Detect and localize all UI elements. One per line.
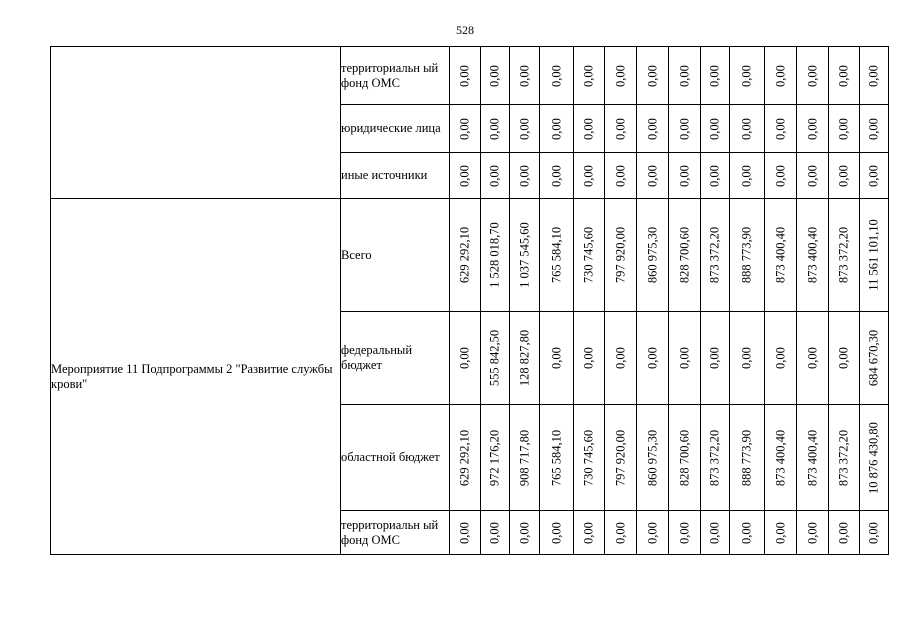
- value-text: 888 773,90: [739, 226, 754, 284]
- value-cell: [860, 405, 889, 511]
- value-cell: [510, 153, 540, 199]
- table-row: [51, 199, 889, 312]
- value-cell: [765, 405, 797, 511]
- value-text: 0,00: [707, 347, 722, 369]
- value-cell: [829, 105, 860, 153]
- value-text: 10 876 430,80: [866, 421, 881, 494]
- value-text: 873 400,40: [773, 429, 787, 486]
- value-text: 873 400,40: [805, 429, 819, 486]
- value-text: 765 584,10: [549, 429, 563, 486]
- funding-source-cell: территориальн ый фонд ОМС: [341, 511, 450, 555]
- value-cell: [829, 153, 860, 199]
- value-text: 0,00: [613, 347, 627, 369]
- value-text: 0,00: [707, 164, 722, 187]
- value-text: 0,00: [739, 164, 754, 187]
- value-text: 908 717,80: [517, 429, 531, 486]
- value-text: 0,00: [581, 164, 596, 187]
- value-text: 828 700,60: [677, 226, 691, 284]
- funding-source-cell: территориальн ый фонд ОМС: [341, 47, 450, 105]
- funding-source-cell: иные источники: [341, 153, 450, 199]
- value-cell: [637, 153, 669, 199]
- value-cell: [829, 511, 860, 555]
- value-text: 0,00: [866, 64, 881, 87]
- value-text: 555 842,50: [487, 329, 502, 387]
- value-cell: [510, 511, 540, 555]
- value-cell: [765, 47, 797, 105]
- value-text: 765 584,10: [549, 226, 563, 284]
- value-cell: [450, 312, 481, 405]
- value-cell: [860, 153, 889, 199]
- value-cell: [510, 312, 540, 405]
- value-cell: [669, 312, 701, 405]
- value-cell: [669, 153, 701, 199]
- value-cell: [829, 199, 860, 312]
- value-text: 0,00: [677, 64, 691, 87]
- value-cell: [701, 405, 730, 511]
- value-cell: [450, 47, 481, 105]
- value-text: 873 372,20: [707, 226, 722, 284]
- value-cell: [574, 153, 605, 199]
- value-text: 0,00: [866, 117, 881, 140]
- value-text: 873 372,20: [836, 226, 851, 284]
- value-cell: [730, 47, 765, 105]
- value-text: 0,00: [836, 164, 851, 187]
- value-cell: [574, 105, 605, 153]
- value-text: 873 400,40: [805, 226, 819, 284]
- value-text: 873 400,40: [773, 226, 787, 284]
- value-cell: [605, 511, 637, 555]
- value-cell: [765, 511, 797, 555]
- value-text: 0,00: [707, 521, 722, 544]
- value-cell: [481, 199, 510, 312]
- value-text: 0,00: [677, 347, 691, 369]
- value-text: 860 975,30: [645, 226, 659, 284]
- page-number: 528: [456, 23, 474, 37]
- value-cell: [860, 105, 889, 153]
- value-text: 730 745,60: [581, 429, 596, 486]
- value-cell: [701, 199, 730, 312]
- value-cell: [765, 105, 797, 153]
- value-text: 0,00: [457, 347, 472, 369]
- value-text: 0,00: [613, 521, 627, 544]
- value-text: 0,00: [805, 64, 819, 87]
- value-text: 0,00: [805, 117, 819, 140]
- value-cell: [540, 153, 574, 199]
- value-text: 0,00: [487, 64, 502, 87]
- value-text: 0,00: [549, 117, 563, 140]
- value-text: 972 176,20: [487, 429, 502, 486]
- value-text: 0,00: [487, 521, 502, 544]
- value-text: 0,00: [773, 117, 787, 140]
- value-text: 0,00: [836, 521, 851, 544]
- value-text: 0,00: [677, 521, 691, 544]
- value-text: 0,00: [677, 164, 691, 187]
- value-text: 0,00: [645, 164, 659, 187]
- value-text: 0,00: [645, 64, 659, 87]
- value-cell: [829, 405, 860, 511]
- value-cell: [450, 199, 481, 312]
- value-text: 0,00: [581, 117, 596, 140]
- value-cell: [701, 105, 730, 153]
- value-text: 0,00: [836, 347, 851, 369]
- value-cell: [450, 511, 481, 555]
- value-cell: [797, 199, 829, 312]
- value-cell: [574, 312, 605, 405]
- value-cell: [797, 47, 829, 105]
- value-text: 0,00: [581, 64, 596, 87]
- value-cell: [797, 105, 829, 153]
- value-text: 0,00: [739, 347, 754, 369]
- value-cell: [860, 47, 889, 105]
- value-cell: [730, 153, 765, 199]
- value-text: 0,00: [805, 347, 819, 369]
- value-cell: [637, 199, 669, 312]
- value-text: 0,00: [613, 64, 627, 87]
- value-text: 873 372,20: [707, 429, 722, 486]
- value-text: 0,00: [581, 347, 596, 369]
- value-cell: [605, 199, 637, 312]
- value-text: 0,00: [866, 521, 881, 544]
- value-text: 0,00: [457, 64, 472, 87]
- value-cell: [669, 47, 701, 105]
- value-cell: [669, 511, 701, 555]
- value-text: 0,00: [645, 117, 659, 140]
- value-cell: [510, 405, 540, 511]
- value-text: 0,00: [457, 164, 472, 187]
- value-cell: [701, 511, 730, 555]
- value-cell: [605, 105, 637, 153]
- value-text: 0,00: [549, 164, 563, 187]
- value-cell: [637, 105, 669, 153]
- value-cell: [481, 511, 510, 555]
- value-cell: [450, 153, 481, 199]
- value-cell: [829, 47, 860, 105]
- value-cell: [481, 405, 510, 511]
- value-text: 0,00: [773, 64, 787, 87]
- measure-name-cell: Мероприятие 11 Подпрограммы 2 "Развитие службы крови": [51, 199, 341, 555]
- value-text: 0,00: [613, 164, 627, 187]
- value-text: 873 372,20: [836, 429, 851, 486]
- value-text: 0,00: [457, 521, 472, 544]
- value-text: 0,00: [517, 164, 531, 187]
- value-cell: [797, 405, 829, 511]
- value-text: 797 920,00: [613, 429, 627, 486]
- value-cell: [450, 105, 481, 153]
- value-cell: [637, 405, 669, 511]
- value-text: 1 528 018,70: [487, 222, 502, 288]
- funding-source-cell: юридические лица: [341, 105, 450, 153]
- value-cell: [701, 312, 730, 405]
- value-text: 0,00: [805, 164, 819, 187]
- value-cell: [797, 153, 829, 199]
- value-cell: [450, 405, 481, 511]
- value-cell: [860, 312, 889, 405]
- value-cell: [829, 312, 860, 405]
- value-text: 0,00: [517, 521, 531, 544]
- value-cell: [481, 47, 510, 105]
- value-cell: [540, 511, 574, 555]
- value-cell: [637, 312, 669, 405]
- value-text: 0,00: [549, 521, 563, 544]
- value-text: 0,00: [517, 64, 531, 87]
- value-text: 0,00: [707, 117, 722, 140]
- value-cell: [605, 405, 637, 511]
- value-text: 0,00: [645, 521, 659, 544]
- value-text: 0,00: [487, 117, 502, 140]
- value-cell: [797, 511, 829, 555]
- value-text: 0,00: [487, 164, 502, 187]
- value-cell: [574, 47, 605, 105]
- value-cell: [765, 199, 797, 312]
- value-cell: [701, 47, 730, 105]
- value-cell: [510, 199, 540, 312]
- value-cell: [481, 312, 510, 405]
- value-text: 684 670,30: [866, 329, 881, 387]
- value-cell: [860, 199, 889, 312]
- value-text: 860 975,30: [645, 429, 659, 486]
- value-cell: [669, 199, 701, 312]
- value-cell: [540, 312, 574, 405]
- value-cell: [730, 105, 765, 153]
- value-text: 797 920,00: [613, 226, 627, 284]
- value-cell: [540, 405, 574, 511]
- value-text: 0,00: [457, 117, 472, 140]
- value-text: 0,00: [613, 117, 627, 140]
- value-cell: [574, 405, 605, 511]
- value-cell: [765, 153, 797, 199]
- value-cell: [730, 312, 765, 405]
- value-cell: [669, 105, 701, 153]
- budget-table: [50, 46, 889, 555]
- value-cell: [574, 511, 605, 555]
- value-text: 0,00: [549, 64, 563, 87]
- value-cell: [540, 47, 574, 105]
- value-text: 0,00: [581, 521, 596, 544]
- value-cell: [510, 47, 540, 105]
- value-text: 0,00: [866, 164, 881, 187]
- value-text: 828 700,60: [677, 429, 691, 486]
- value-cell: [510, 105, 540, 153]
- value-cell: [540, 199, 574, 312]
- value-text: 0,00: [836, 64, 851, 87]
- value-cell: [605, 47, 637, 105]
- value-cell: [605, 312, 637, 405]
- value-text: 0,00: [836, 117, 851, 140]
- value-text: 0,00: [677, 117, 691, 140]
- value-cell: [730, 405, 765, 511]
- value-cell: [481, 153, 510, 199]
- value-text: 128 827,80: [517, 329, 531, 387]
- value-text: 11 561 101,10: [866, 219, 881, 291]
- funding-source-cell: федеральный бюджет: [341, 312, 450, 405]
- value-text: 0,00: [707, 64, 722, 87]
- value-text: 0,00: [739, 117, 754, 140]
- value-cell: [637, 47, 669, 105]
- value-cell: [730, 199, 765, 312]
- value-cell: [797, 312, 829, 405]
- table-row: [51, 47, 889, 105]
- funding-source-cell: областной бюджет: [341, 405, 450, 511]
- value-cell: [637, 511, 669, 555]
- value-text: 0,00: [517, 117, 531, 140]
- value-text: 629 292,10: [457, 429, 472, 486]
- value-cell: [481, 105, 510, 153]
- value-text: 888 773,90: [739, 429, 754, 486]
- value-text: 0,00: [773, 521, 787, 544]
- value-text: 0,00: [739, 64, 754, 87]
- value-text: 1 037 545,60: [517, 222, 531, 288]
- value-text: 629 292,10: [457, 226, 472, 284]
- measure-name-cell: [51, 47, 341, 199]
- value-cell: [765, 312, 797, 405]
- value-cell: [540, 105, 574, 153]
- value-cell: [701, 153, 730, 199]
- value-cell: [605, 153, 637, 199]
- value-text: 0,00: [549, 347, 563, 369]
- value-text: 0,00: [739, 521, 754, 544]
- value-cell: [860, 511, 889, 555]
- value-cell: [574, 199, 605, 312]
- value-text: 0,00: [773, 164, 787, 187]
- value-cell: [730, 511, 765, 555]
- value-text: 0,00: [805, 521, 819, 544]
- value-cell: [669, 405, 701, 511]
- value-text: 730 745,60: [581, 226, 596, 284]
- funding-source-cell: Всего: [341, 199, 450, 312]
- value-text: 0,00: [773, 347, 787, 369]
- value-text: 0,00: [645, 347, 659, 369]
